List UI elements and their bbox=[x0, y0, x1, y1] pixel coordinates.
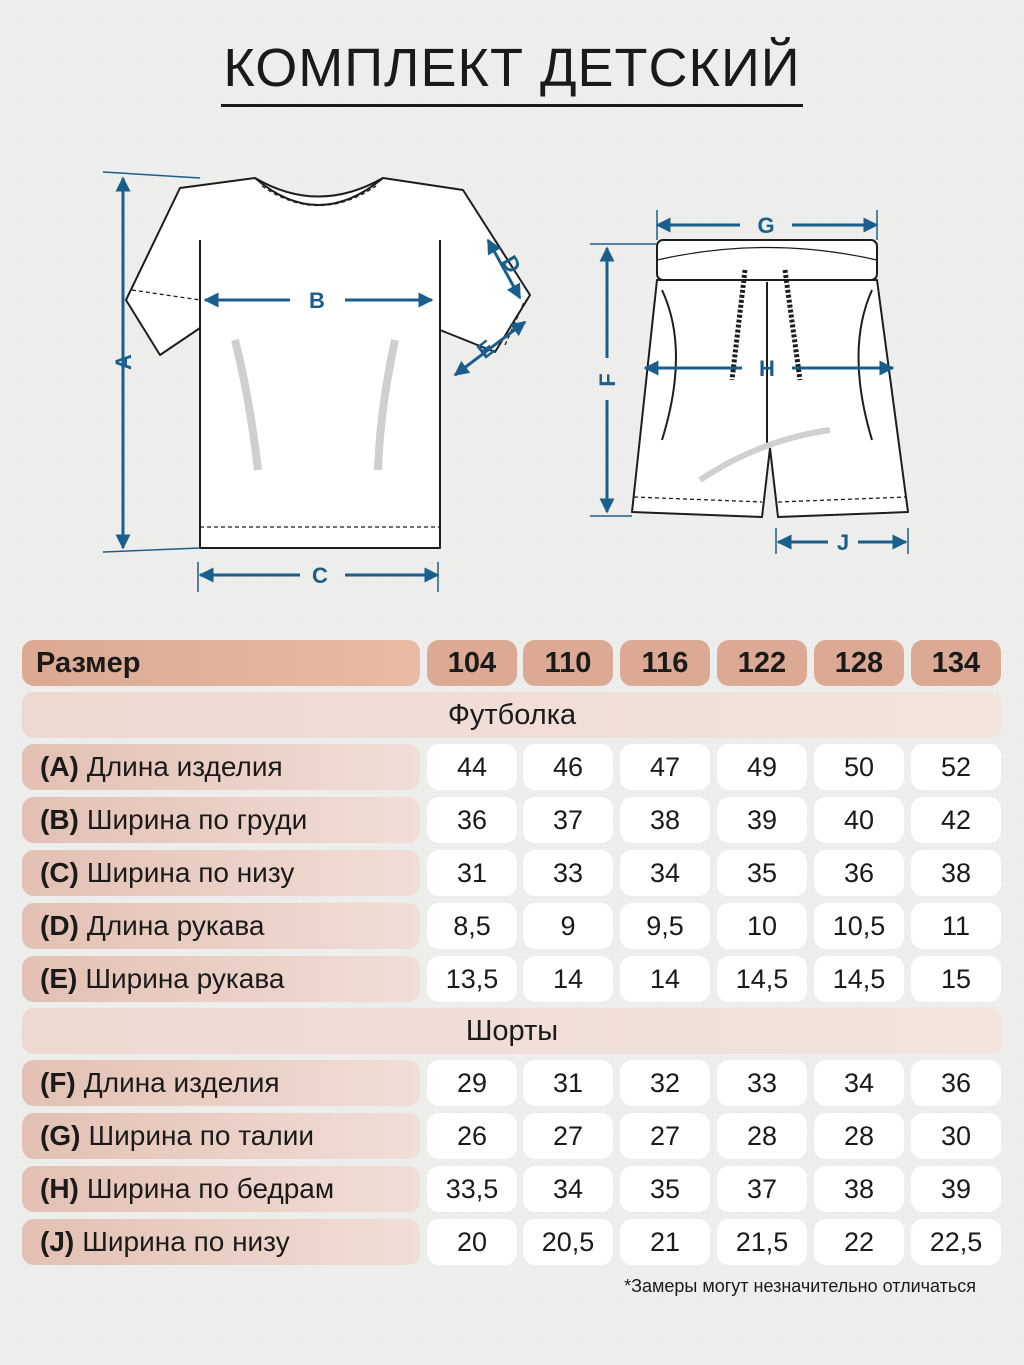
table-row bbox=[0, 903, 1024, 949]
row-code: (B) bbox=[40, 804, 79, 835]
row-code: (E) bbox=[40, 963, 78, 994]
size-110: 110 bbox=[523, 640, 613, 686]
row-code: (G) bbox=[40, 1120, 81, 1151]
table-cell: 32 bbox=[620, 1060, 710, 1106]
row-name: Ширина по талии bbox=[88, 1120, 314, 1151]
table-cell: 37 bbox=[523, 797, 613, 843]
table-cell: 39 bbox=[911, 1166, 1001, 1212]
table-cell: 36 bbox=[427, 797, 517, 843]
row-name: Ширина по груди bbox=[86, 804, 308, 835]
row-name: Длина изделия bbox=[86, 751, 283, 782]
table-cell: 47 bbox=[620, 744, 710, 790]
table-cell: 10 bbox=[717, 903, 807, 949]
section-shorts bbox=[0, 1008, 1024, 1054]
label-c: C bbox=[312, 563, 328, 588]
row-name: Длина изделия bbox=[83, 1067, 280, 1098]
table-cell: 38 bbox=[814, 1166, 904, 1212]
table-cell: 33 bbox=[717, 1060, 807, 1106]
row-name: Ширина по низу bbox=[82, 1226, 290, 1257]
table-cell: 20 bbox=[427, 1219, 517, 1265]
table-cell: 36 bbox=[911, 1060, 1001, 1106]
table-cell: 33,5 bbox=[427, 1166, 517, 1212]
row-code: (A) bbox=[40, 751, 79, 782]
table-cell: 49 bbox=[717, 744, 807, 790]
table-cell: 37 bbox=[717, 1166, 807, 1212]
row-code: (C) bbox=[40, 857, 79, 888]
row-label bbox=[22, 1219, 420, 1265]
table-cell: 29 bbox=[427, 1060, 517, 1106]
footnote: *Замеры могут незначительно отличаться bbox=[624, 1276, 976, 1296]
table-row bbox=[0, 1219, 1024, 1265]
table-cell: 38 bbox=[911, 850, 1001, 896]
table-cell: 8,5 bbox=[427, 903, 517, 949]
table-cell: 39 bbox=[717, 797, 807, 843]
table-cell: 14,5 bbox=[717, 956, 807, 1002]
row-code: (F) bbox=[40, 1067, 76, 1098]
table-cell: 20,5 bbox=[523, 1219, 613, 1265]
page-title: КОМПЛЕКТ ДЕТСКИЙ bbox=[0, 38, 1024, 98]
row-code: (D) bbox=[40, 910, 79, 941]
table-cell: 46 bbox=[523, 744, 613, 790]
table-row bbox=[0, 1113, 1024, 1159]
section-title: Шорты bbox=[22, 1008, 1002, 1054]
row-label bbox=[22, 1113, 420, 1159]
table-cell: 50 bbox=[814, 744, 904, 790]
label-h: H bbox=[759, 356, 775, 381]
size-104: 104 bbox=[427, 640, 517, 686]
table-cell: 38 bbox=[620, 797, 710, 843]
table-row bbox=[0, 850, 1024, 896]
row-name: Длина рукава bbox=[86, 910, 265, 941]
label-d: D bbox=[496, 251, 527, 278]
table-cell: 28 bbox=[814, 1113, 904, 1159]
size-label: Размер bbox=[22, 640, 420, 686]
row-label bbox=[22, 797, 420, 843]
table-cell: 52 bbox=[911, 744, 1001, 790]
table-row bbox=[0, 1060, 1024, 1106]
size-128: 128 bbox=[814, 640, 904, 686]
row-label bbox=[22, 1060, 420, 1106]
table-row bbox=[0, 956, 1024, 1002]
table-cell: 21,5 bbox=[717, 1219, 807, 1265]
table-cell: 33 bbox=[523, 850, 613, 896]
table-cell: 36 bbox=[814, 850, 904, 896]
table-cell: 10,5 bbox=[814, 903, 904, 949]
table-cell: 11 bbox=[911, 903, 1001, 949]
table-cell: 34 bbox=[814, 1060, 904, 1106]
size-116: 116 bbox=[620, 640, 710, 686]
table-cell: 40 bbox=[814, 797, 904, 843]
label-f: F bbox=[595, 373, 620, 387]
row-label bbox=[22, 956, 420, 1002]
table-cell: 14,5 bbox=[814, 956, 904, 1002]
table-cell: 42 bbox=[911, 797, 1001, 843]
table-cell: 35 bbox=[620, 1166, 710, 1212]
table-cell: 27 bbox=[620, 1113, 710, 1159]
label-g: G bbox=[757, 213, 775, 238]
table-row bbox=[0, 797, 1024, 843]
size-122: 122 bbox=[717, 640, 807, 686]
table-cell: 9 bbox=[523, 903, 613, 949]
row-label bbox=[22, 1166, 420, 1212]
row-label bbox=[22, 903, 420, 949]
table-cell: 27 bbox=[523, 1113, 613, 1159]
row-name: Ширина по низу bbox=[86, 857, 295, 888]
row-label bbox=[22, 850, 420, 896]
table-cell: 35 bbox=[717, 850, 807, 896]
row-name: Ширина по бедрам bbox=[86, 1173, 335, 1204]
table-cell: 22 bbox=[814, 1219, 904, 1265]
garment-diagram bbox=[0, 0, 1024, 620]
table-cell: 44 bbox=[427, 744, 517, 790]
size-134: 134 bbox=[911, 640, 1001, 686]
table-cell: 13,5 bbox=[427, 956, 517, 1002]
table-cell: 26 bbox=[427, 1113, 517, 1159]
table-cell: 21 bbox=[620, 1219, 710, 1265]
section-tshirt bbox=[0, 692, 1024, 738]
table-cell: 31 bbox=[523, 1060, 613, 1106]
table-cell: 34 bbox=[620, 850, 710, 896]
label-b: B bbox=[309, 288, 325, 313]
label-e: E bbox=[472, 334, 500, 364]
table-cell: 34 bbox=[523, 1166, 613, 1212]
table-cell: 30 bbox=[911, 1113, 1001, 1159]
section-title: Футболка bbox=[22, 692, 1002, 738]
row-label bbox=[22, 744, 420, 790]
table-cell: 9,5 bbox=[620, 903, 710, 949]
table-cell: 28 bbox=[717, 1113, 807, 1159]
row-code: (J) bbox=[40, 1226, 75, 1257]
table-cell: 22,5 bbox=[911, 1219, 1001, 1265]
table-cell: 15 bbox=[911, 956, 1001, 1002]
label-a: A bbox=[111, 354, 136, 370]
row-name: Ширина рукава bbox=[85, 963, 285, 994]
table-row bbox=[0, 744, 1024, 790]
table-cell: 31 bbox=[427, 850, 517, 896]
table-header bbox=[0, 640, 1024, 686]
table-cell: 14 bbox=[523, 956, 613, 1002]
table-cell: 14 bbox=[620, 956, 710, 1002]
row-code: (H) bbox=[40, 1173, 79, 1204]
label-j: J bbox=[836, 530, 850, 555]
table-row bbox=[0, 1166, 1024, 1212]
